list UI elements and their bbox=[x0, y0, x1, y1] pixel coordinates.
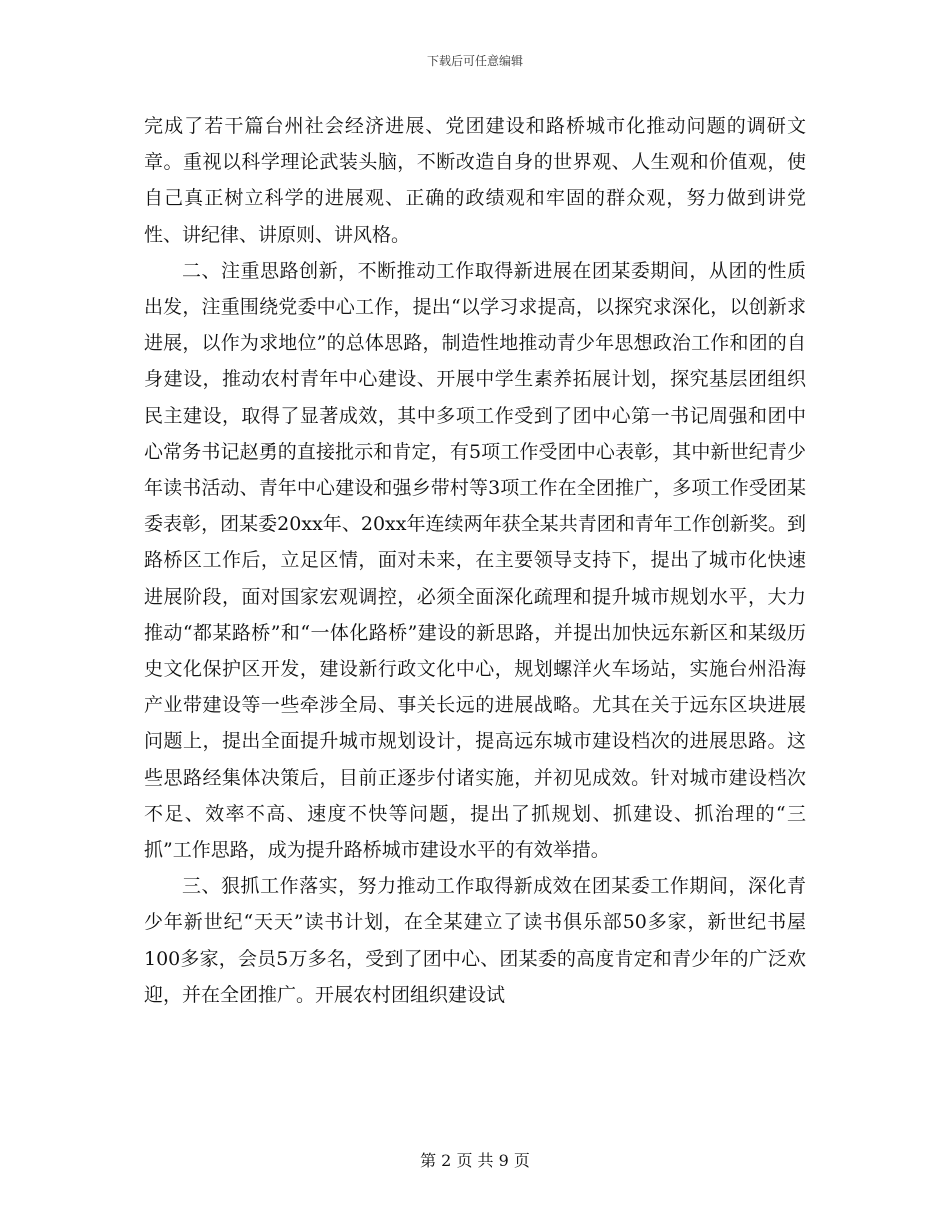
paragraph-1: 完成了若干篇台州社会经济进展、党团建设和路桥城市化推动问题的调研文章。重视以科学理论武装头脑，不断改造自身的世界观、人生观和价值观，使自己真正树立科学的进展观、正确的政绩观和牢固的群众观，努力做到讲党性、讲纪律、讲原则、讲风格。 bbox=[144, 115, 806, 246]
document-body bbox=[144, 108, 806, 1013]
paragraph-3: 三、狠抓工作落实，努力推动工作取得新成效在团某委工作期间，深化青少年新世纪“天天”读书计划，在全某建立了读书俱乐部50多家，新世纪书屋100多家，会员5万多名，受到了团中心、团某委的高度肯定和青少年的广泛欢迎，并在全团推广。开展农村团组织建设试 bbox=[144, 875, 806, 1006]
page-footer: 第 2 页 共 9 页 bbox=[420, 1151, 530, 1170]
page-header: 下载后可任意编辑 bbox=[426, 54, 523, 68]
paragraph-2: 二、注重思路创新，不断推动工作取得新进展在团某委期间，从团的性质出发，注重围绕党委中心工作，提出“以学习求提高，以探究求深化，以创新求进展，以作为求地位”的总体思路，制造性地推动青少年思想政治工作和团的自身建设，推动农村青年中心建设、开展中学生素养拓展计划，探究基层团组织民主建设，取得了显著成效，其中多项工作受到了团中心第一书记周强和团中心常务书记赵勇的直接批示和肯定，有5项工作受团中心表彰，其中新世纪青少年读书活动、青年中心建设和强乡带村等3项工作在全团推广，多项工作受团某委表彰，团某委20xx年、20xx年连续两年获全某共青团和青年工作创新奖。到路桥区工作后，立足区情，面对未来，在主要领导支持下，提出了城市化快速进展阶段，面对国家宏观调控，必须全面深化疏理和提升城市规划水平，大力推动“都某路桥”和“一体化路桥”建设的新思路，并提出加快远东新区和某级历史文化保护区开发，建设新行政文化中心，规划螺洋火车场站，实施台州沿海产业带建设等一些牵涉全局、事关长远的进展战略。尤其在关于远东区块进展问题上，提出全面提升城市规划设计，提高远东城市建设档次的进展思路。这些思路经集体决策后，目前正逐步付诸实施，并初见成效。针对城市建设档次不足、效率不高、速度不快等问题，提出了抓规划、抓建设、抓治理的“三抓”工作思路，成为提升路桥城市建设水平的有效举措。 bbox=[144, 259, 806, 862]
